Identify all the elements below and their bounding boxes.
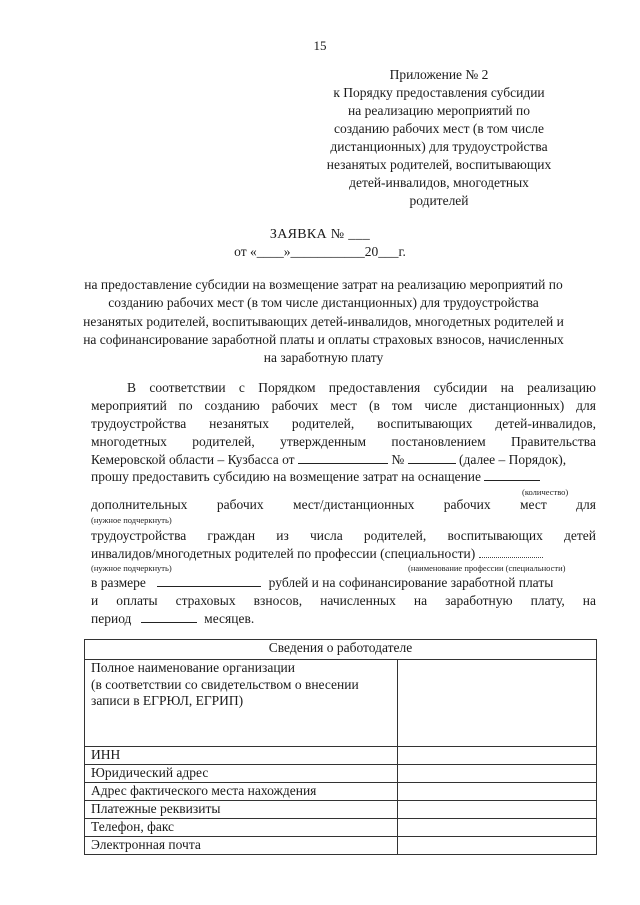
table-row	[85, 660, 597, 747]
body-line	[91, 452, 596, 468]
appendix-line: незанятых родителей, воспитывающих	[326, 157, 552, 172]
row-value-cell[interactable]	[398, 801, 597, 819]
appendix-line: на реализацию мероприятий по	[348, 103, 530, 118]
table-row	[85, 819, 597, 837]
hint-quantity: (количество)	[522, 487, 569, 497]
hint-underline: (нужное подчеркнуть)	[91, 563, 172, 573]
body-line	[91, 469, 596, 485]
row-value-cell[interactable]	[398, 747, 597, 765]
row-value-cell[interactable]	[398, 837, 597, 855]
row-label: Юридический адрес	[85, 765, 398, 783]
row-label: Телефон, факс	[85, 819, 398, 837]
employer-info-table	[84, 639, 597, 855]
hint-profession: (наименование профессии (специальности)	[408, 563, 566, 573]
table-row	[85, 837, 597, 855]
period-blank[interactable]	[141, 611, 197, 623]
body-text: Кемеровской области – Кузбасса от	[91, 452, 295, 467]
table-header: Сведения о работодателе	[85, 640, 597, 660]
body-line: трудоустройства граждан из числа родителей, воспитывающих детей	[91, 528, 596, 543]
appendix-line: к Порядку предоставления субсидии	[333, 85, 545, 100]
row-label: Электронная почта	[85, 837, 398, 855]
body-line: многодетных родителей, утвержденным постановлением Правительства	[91, 434, 596, 449]
appendix-line: Приложение № 2	[389, 67, 489, 82]
row-label: Платежные реквизиты	[85, 801, 398, 819]
table-row	[85, 765, 597, 783]
table-header-row	[85, 640, 597, 660]
body-text: рублей и на софинансирование заработной платы	[268, 575, 554, 590]
body-text: месяцев.	[204, 611, 255, 626]
body-line	[91, 611, 596, 627]
appendix-line: родителей	[409, 193, 469, 208]
application-title: ЗАЯВКА № ___	[269, 227, 371, 242]
appendix-line: детей-инвалидов, многодетных	[349, 175, 529, 190]
body-line: и оплаты страховых взносов, начисленных на заработную плату, на	[91, 593, 596, 608]
appendix-heading	[300, 66, 578, 210]
date-line: от «____»___________20___г.	[234, 244, 406, 259]
table-row	[85, 801, 597, 819]
page-number: 15	[313, 38, 327, 53]
body-line	[91, 546, 596, 562]
body-text: (далее – Порядок),	[458, 452, 567, 467]
row-value-cell[interactable]	[398, 819, 597, 837]
number-sign: №	[391, 452, 405, 467]
body-text: в размере	[91, 575, 146, 590]
body-text: инвалидов/многодетных родителей по профессии (специальности)	[91, 546, 476, 561]
body-text: прошу предоставить субсидию на возмещение затрат на оснащение	[91, 469, 482, 484]
appendix-line: дистанционных) для трудоустройства	[330, 139, 548, 154]
row-label: ИНН	[85, 747, 398, 765]
row-value-cell[interactable]	[398, 660, 597, 747]
appendix-line: созданию рабочих мест (в том числе	[333, 121, 544, 136]
body-text: период	[91, 611, 132, 626]
number-blank[interactable]	[408, 452, 456, 464]
row-label: Адрес фактического места нахождения	[85, 783, 398, 801]
body-line: дополнительных рабочих мест/дистанционных рабочих мест для	[91, 497, 596, 512]
row-label: Полное наименование организации (в соответствии со свидетельством о внесении записи в ЕГРЮЛ, ЕГРИП)	[85, 660, 398, 747]
body-line	[91, 575, 596, 591]
amount-blank[interactable]	[157, 575, 261, 587]
hint-underline: (нужное подчеркнуть)	[91, 515, 172, 525]
body-line: В соответствии с Порядком предоставления субсидии на реализацию	[127, 380, 596, 395]
quantity-blank[interactable]	[484, 469, 540, 481]
row-value-cell[interactable]	[398, 765, 597, 783]
purpose-text: на предоставление субсидии на возмещение затрат на реализацию мероприятий по созданию рабочих мест (в том числе дистанционных) для трудоустройства незанятых родителей, воспитывающих детей-инвалидов, многодетных родителей и на софинансирование заработной платы и оплаты страховых взносов, начисленных на заработную плату	[83, 277, 564, 366]
date-blank[interactable]	[298, 452, 388, 464]
row-value-cell[interactable]	[398, 783, 597, 801]
profession-blank[interactable]	[479, 546, 543, 558]
table-row	[85, 783, 597, 801]
body-line: трудоустройства незанятых родителей, воспитывающих детей-инвалидов,	[91, 416, 596, 431]
table-row	[85, 747, 597, 765]
body-line: мероприятий по созданию рабочих мест (в том числе дистанционных) для	[91, 398, 596, 413]
